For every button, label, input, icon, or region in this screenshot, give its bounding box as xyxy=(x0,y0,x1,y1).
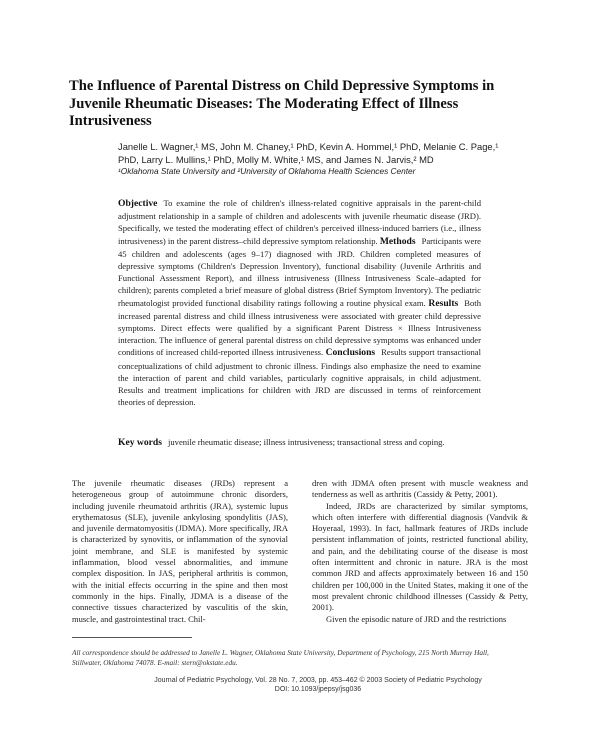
abstract-methods-text: Participants were 45 children and adolescents (ages 9–17) diagnosed with JRD. Children completed measures of depressive symptoms (Children's Depression Inventory), functional disability (Juvenile Arthritis and Functional Assessment Report), and illness intrusiveness (Illness Intrusiveness Scale–adapted for children); parents completed a brief measure of global distress (Brief Symptom Inventory). The pediatric rheumatologist provided functional disability ratings following a routine physical exam. xyxy=(118,235,481,308)
abstract xyxy=(118,197,481,408)
body-column-left xyxy=(72,478,288,625)
body-paragraph: Given the episodic nature of JRD and the restrictions xyxy=(326,613,507,624)
body-paragraph: The juvenile rheumatic diseases (JRDs) represent a heterogeneous group of autoimmune chronic disorders, including juvenile rheumatoid arthritis (JRA), systemic lupus erythematosus (SLE), juvenile ankylosing spondylitis (JAS), and juvenile dermatomyositis (JDMA). More specifically, JRA is characterized by synovitis, or inflammation of the synovial joint membrane, and SLE is manifested by systemic inflammation, blood vessel abnormalities, and immune complex disposition. In JAS, peripheral arthritis is common, with the initial effects occurring in the spine and then most commonly in the hips. Finally, JDMA is a disease of the connective tissues characterized by vasculitis of the skin, muscle, and gastrointestinal tract. Chil- xyxy=(72,478,288,624)
keywords-text: juvenile rheumatic disease; illness intrusiveness; transactional stress and coping. xyxy=(167,437,445,447)
abstract-conclusions-text: Results support transactional conceptualizations of child adjustment to chronic illness. Findings also emphasize the need to examine the interaction of parent and child variables, particularly cognitive appraisals, in child adjustment. Results and treatment implications for children with JRD are discussed in terms of reinforcement theories of depression. xyxy=(118,347,481,408)
doi-line: DOI: 10.1093/jpepsy/jsg036 xyxy=(274,685,362,693)
keywords xyxy=(118,436,498,449)
abstract-results-heading: Results xyxy=(428,297,459,309)
author-affiliations: ¹Oklahoma State University and ²University of Oklahoma Health Sciences Center xyxy=(118,166,416,176)
abstract-methods-heading: Methods xyxy=(379,235,416,247)
journal-line: Journal of Pediatric Psychology, Vol. 28 No. 7, 2003, pp. 453–462 © 2003 Society of Pediatric Psychology xyxy=(154,677,482,684)
keywords-heading: Key words xyxy=(118,437,162,448)
body-column-right xyxy=(312,478,528,625)
abstract-conclusions-heading: Conclusions xyxy=(325,347,376,359)
body-paragraph: Indeed, JRDs are characterized by similar symptoms, which often interfere with differential diagnosis (Vandvik & Hoyeraal, 1993). In fact, hallmark features of JRDs include persistent inflammation of joints, restricted functional ability, and pain, and the debilitating course of the disease is most often intermittent and chronic in nature. JRA is the most common JRD and affects approximately between 16 and 150 children per 100,000 in the United States, making it one of the most prevalent chronic childhood illnesses (Cassidy & Petty, 2001). xyxy=(312,500,528,613)
abstract-results-text: Both increased parental distress and child illness intrusiveness were associated with greater child depressive symptoms. Direct effects were qualified by a significant Parent Distress × Illness Intrusiveness interaction. The influence of general parental distress on child depressive symptoms was enhanced under conditions of increased child-reported illness intrusiveness. xyxy=(118,297,481,358)
abstract-objective-heading: Objective xyxy=(118,198,158,209)
correspondence-note: All correspondence should be addressed to Janelle L. Wagner, Oklahoma State University, Department of Psychology, 215 North Murray Hall, Stillwater, Oklahoma 74078. E-mail: stern@okstate.edu. xyxy=(72,648,489,667)
abstract-objective-text: To examine the role of children's illness-related cognitive appraisals in the parent-child adjustment relationship in a sample of children and adolescents with juvenile rheumatic disease (JRD). Specifically, we tested the moderating effect of children's perceived illness-induced barriers (i.e., illness intrusiveness) in the parent distress–child depressive symptom relationship. xyxy=(118,198,481,246)
footnote-rule xyxy=(72,637,192,638)
journal-citation xyxy=(118,677,518,694)
body-paragraph: dren with JDMA often present with muscle weakness and tenderness as well as arthritis (Cassidy & Petty, 2001). xyxy=(312,478,528,500)
article-title: The Influence of Parental Distress on Child Depressive Symptoms in Juvenile Rheumatic Diseases: The Moderating Effect of Illness Intrusiveness xyxy=(69,78,495,129)
author-list: Janelle L. Wagner,¹ MS, John M. Chaney,¹ PhD, Kevin A. Hommel,¹ PhD, Melanie C. Page,¹ PhD, Larry L. Mullins,¹ PhD, Molly M. White,¹ MS, and James N. Jarvis,² MD xyxy=(118,141,499,165)
